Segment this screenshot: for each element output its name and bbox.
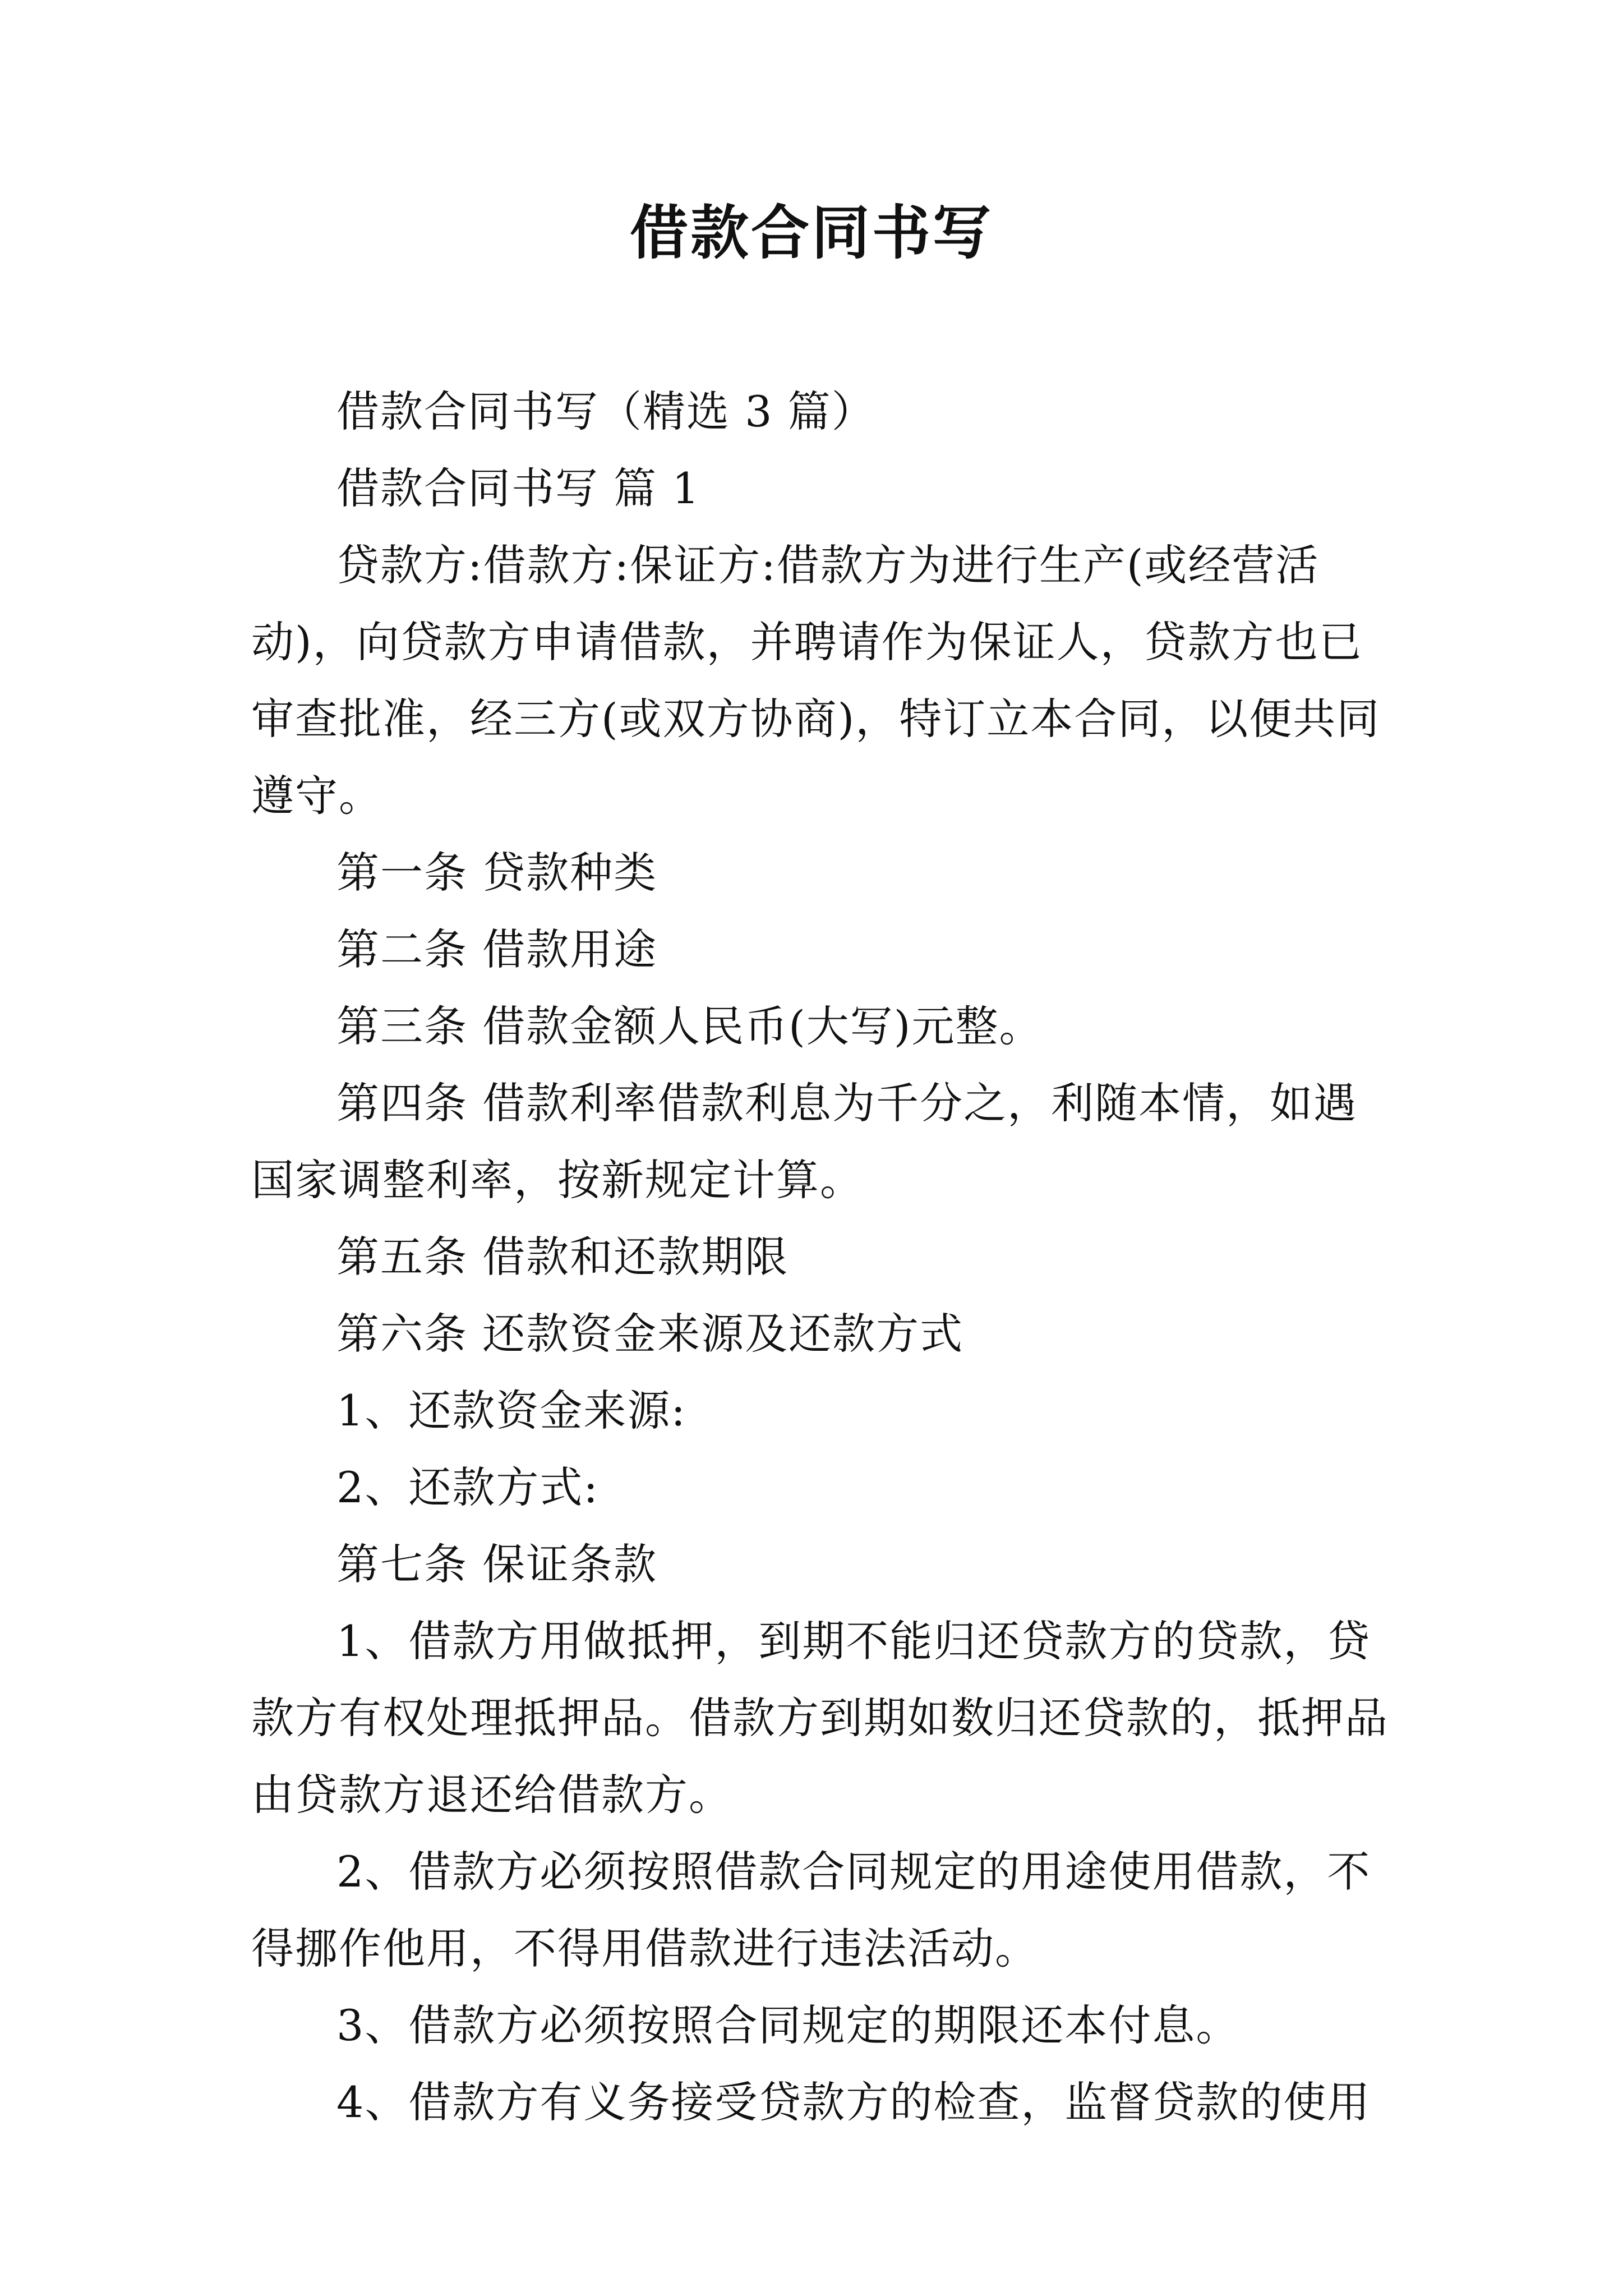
document-body bbox=[251, 373, 1401, 2141]
clause-7-guarantee: 第七条 保证条款 bbox=[336, 1539, 658, 1589]
document-title: 借款合同书写 bbox=[629, 198, 993, 267]
clause-7-item-2: 2、借款方必须按照借款合同规定的用途使用借款，不得挪作他用，不得用借款进行违法活动。 bbox=[251, 1847, 1371, 1973]
clause-6-item-2: 2、还款方式: bbox=[336, 1462, 599, 1512]
clause-7-item-4: 4、借款方有义务接受贷款方的检查，监督贷款的使用 bbox=[336, 2077, 1371, 2127]
clause-2-loan-purpose: 第二条 借款用途 bbox=[336, 924, 658, 974]
paragraph-preamble: 贷款方:借款方:保证方:借款方为进行生产(或经营活动)，向贷款方申请借款，并聘请作为保证人，贷款方也已审查批准，经三方(或双方协商)，特订立本合同，以便共同遵守。 bbox=[251, 540, 1381, 821]
clause-6-repayment: 第六条 还款资金来源及还款方式 bbox=[336, 1309, 964, 1359]
clause-3-loan-amount: 第三条 借款金额人民币(大写)元整。 bbox=[336, 1001, 1043, 1051]
clause-1-loan-type: 第一条 贷款种类 bbox=[336, 848, 658, 898]
clause-4-interest-rate: 第四条 借款利率借款利息为千分之，利随本情，如遇国家调整利率，按新规定计算。 bbox=[251, 1078, 1358, 1205]
clause-5-loan-term: 第五条 借款和还款期限 bbox=[336, 1232, 789, 1282]
paragraph-heading-part-1: 借款合同书写 篇 1 bbox=[336, 463, 700, 513]
clause-7-item-1: 1、借款方用做抵押，到期不能归还贷款方的贷款，贷款方有权处理抵押品。借款方到期如数归还贷款的，抵押品由贷款方退还给借款方。 bbox=[251, 1616, 1389, 1820]
clause-7-item-3: 3、借款方必须按照合同规定的期限还本付息。 bbox=[336, 2000, 1240, 2050]
clause-6-item-1: 1、还款资金来源: bbox=[336, 1386, 686, 1435]
paragraph-heading-selection: 借款合同书写（精选 3 篇） bbox=[336, 386, 875, 436]
